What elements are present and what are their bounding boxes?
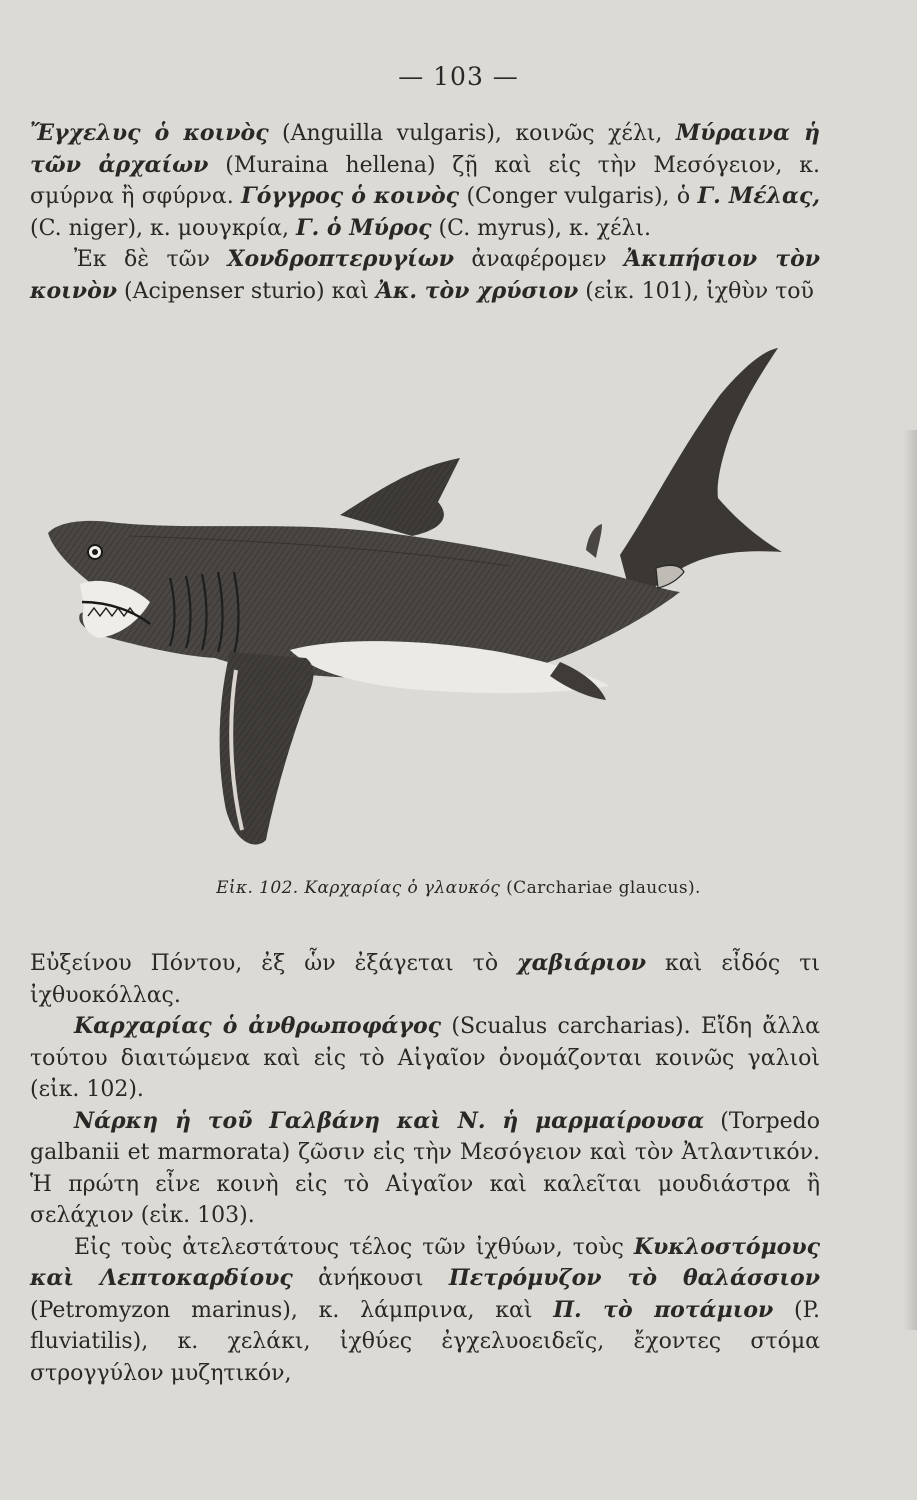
term-muraina: Μύραινα ἡ τῶν ἀρχαίων: [30, 120, 821, 178]
tail-fin: [620, 348, 782, 608]
second-dorsal-fin: [586, 524, 602, 558]
term-petromyzon: Πετρόμυζον τὸ θαλάσσιον: [448, 1265, 820, 1291]
term-conger: Γόγγρος ὁ κοινὸς: [241, 183, 460, 209]
page-edge-shadow: [903, 430, 917, 1330]
term-petromyzon-fluviatilis: Π. τὸ ποτάμιον: [553, 1296, 774, 1323]
term-anguilla: Ἔγχελυς ὁ κοινὸς: [30, 120, 269, 146]
term-conger-myrus: Γ. ὁ Μύρος: [295, 214, 432, 241]
paragraph-torpedo: Νάρκη ἡ τοῦ Γαλβάνη καὶ Ν. ἡ μαρμαίρουσα (Torpedo galbanii et marmorata) ζῶσιν εἰς τὴν Μεσόγειον καὶ τὸν Ἀτλαντικόν. Ἡ πρώτη εἶνε κοινὴ εἰς τὸ Αἰγαῖον καὶ καλεῖται μουδιάστρα ἢ σελάχιον (εἰκ. 103).: [30, 1107, 820, 1228]
text-block-bottom: [30, 948, 820, 1389]
caption-label: Εἰκ. 102.: [216, 878, 299, 898]
page-number: — 103 —: [398, 62, 519, 91]
term-conger-niger: Γ. Μέλας,: [697, 183, 821, 209]
term-chondropterygians: Χονδροπτερυγίων: [227, 246, 454, 272]
term-acipenser-chrysion: Ἀκ. τὸν χρύσιον: [375, 277, 579, 304]
term-torpedo: Νάρκη ἡ τοῦ Γαλβάνη καὶ Ν. ἡ μαρμαίρουσα: [74, 1107, 705, 1134]
paragraph-lamprey: Εἰς τοὺς ἀτελεστάτους τέλος τῶν ἰχθύων, τοὺς Κυκλοστόμους καὶ Λεπτοκαρδίους ἀνήκουσι Πετρόμυζον τὸ θαλάσσιον (Petromyzon marinus), κ. λάμπρινα, καὶ Π. τὸ ποτάμιον (P. fluviatilis), κ. χελάκι, ἰχθύες ἐγχελυοειδεῖς, ἔχοντες στόμα στρογγύλον μυζητικόν,: [30, 1233, 820, 1386]
paragraph-eels: Ἔγχελυς ὁ κοινὸς (Anguilla vulgaris), κοινῶς χέλι, Μύραινα ἡ τῶν ἀρχαίων (Muraina hellena) ζῇ καὶ εἰς τὴν Μεσόγειον, κ. σμύρνα ἢ σφύρνα. Γόγγρος ὁ κοινὸς (Conger vulgaris), ὁ Γ. Μέλας, (C. niger), κ. μουγκρία, Γ. ὁ Μύρος (C. myrus), κ. χέλι.: [30, 120, 821, 241]
figure-caption: [0, 878, 917, 898]
caption-name: Καρχαρίας ὁ γλαυκός: [304, 878, 501, 898]
term-acipenser: Ἀκιπήσιον τὸν κοινὸν: [30, 246, 821, 304]
anal-fin: [656, 565, 684, 588]
paragraph-chondropterygians: Ἐκ δὲ τῶν Χονδροπτερυγίων ἀναφέρομεν Ἀκιπήσιον τὸν κοινὸν (Acipenser sturio) καὶ Ἀκ. τὸν χρύσιον (εἰκ. 101), ἰχθὺν τοῦ: [30, 246, 821, 304]
text-block-top: [30, 118, 820, 307]
term-cyclostomes: Κυκλοστόμους καὶ Λεπτοκαρδίους: [30, 1233, 820, 1291]
paragraph-caviar: Εὐξείνου Πόντου, ἐξ ὧν ἐξάγεται τὸ χαβιάριον καὶ εἶδός τι ἰχθυοκόλλας.: [30, 950, 821, 1008]
paragraph-carcharias: Καρχαρίας ὁ ἀνθρωποφάγος (Scualus carcharias). Εἴδη ἄλλα τούτου διαιτώμενα καὶ εἰς τὸ Αἰγαῖον ὀνομάζονται κοινῶς γαλιοὶ (εἰκ. 102).: [30, 1013, 820, 1102]
shark-illustration: [40, 340, 820, 860]
term-carcharias: Καρχαρίας ὁ ἀνθρωποφάγος: [74, 1013, 442, 1039]
term-caviar: χαβιάριον: [517, 950, 646, 976]
caption-latin: (Carchariae glaucus).: [500, 878, 701, 898]
